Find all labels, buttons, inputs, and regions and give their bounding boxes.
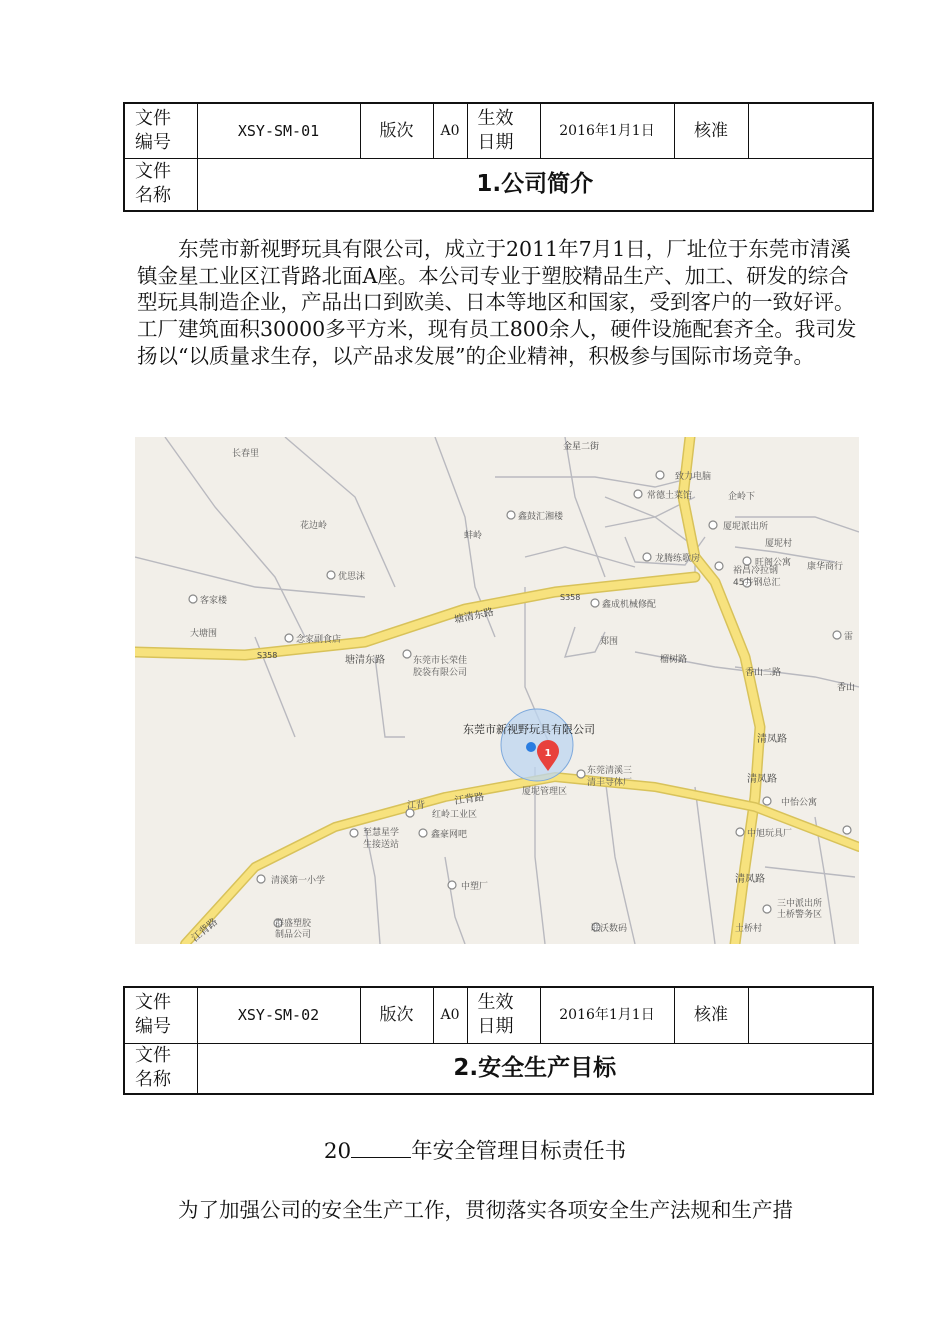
doc-title: 1.公司简介 (197, 158, 873, 211)
place-label: 制品公司 (275, 930, 312, 940)
approve-value (748, 103, 873, 158)
road-label: S358 (560, 593, 581, 602)
place-label: 常德土菜馆 (647, 491, 693, 501)
place-label: 致力电脑 (675, 472, 712, 482)
place-label: 鑫鼓汇湘楼 (518, 512, 564, 522)
place-label: 至慧星学 (363, 828, 400, 838)
approve-label: 核准 (674, 103, 748, 158)
road-label: 清凤路 (757, 734, 787, 745)
road-label: S358 (257, 651, 278, 660)
place-label: 土桥警务区 (777, 910, 823, 920)
place-label: 群盛塑胶 (275, 919, 312, 929)
road-label: 香山 (837, 683, 856, 693)
place-label: 鑫成机械修配 (602, 600, 657, 610)
place-label: 鑫豪网吧 (431, 830, 468, 840)
place-label: 生接送站 (363, 840, 400, 850)
approve-value (748, 987, 873, 1043)
file-no-label: 文件 编号 (124, 987, 197, 1043)
road-label: 塘清东路 (345, 655, 385, 666)
place-label: 客家楼 (200, 596, 228, 606)
version-value: A0 (433, 103, 467, 158)
road-label: 江背路 (189, 916, 220, 944)
place-label: 康华商行 (807, 562, 844, 572)
responsibility-paragraph: 为了加强公司的安全生产工作，贯彻落实各项安全生产法规和生产措 (178, 1198, 793, 1222)
place-label: 蚌岭 (464, 531, 483, 541)
place-label: 厦坭村 (765, 539, 793, 549)
doc-title: 2.安全生产目标 (197, 1043, 873, 1094)
year-blank (351, 1139, 411, 1158)
file-no-label: 文件 编号 (124, 103, 197, 158)
place-label: 郑围 (600, 637, 619, 647)
place-label: 东莞市长荣佳 (413, 656, 468, 666)
effective-date-value: 2016年1月1日 (540, 987, 674, 1043)
current-location-dot (526, 742, 536, 752)
place-label: 江背 (407, 801, 426, 811)
location-map[interactable] (135, 437, 859, 944)
place-label: 旺阁公寓 (755, 558, 792, 568)
place-label: 联沃数码 (591, 924, 628, 934)
doc-header-table-1 (123, 102, 874, 212)
map-pin-number: 1 (544, 748, 552, 759)
place-label: 大塘围 (190, 629, 218, 639)
place-label: 企岭下 (728, 492, 756, 502)
road-label: 江背路 (453, 791, 486, 807)
place-label: 红岭工业区 (432, 810, 478, 820)
place-label: 裕昌冷拉钢 (733, 566, 779, 576)
place-label: 雷 (844, 632, 854, 642)
place-label: 中塑厂 (461, 882, 489, 892)
file-no-value: XSY-SM-02 (197, 987, 360, 1043)
effective-date-label: 生效 日期 (467, 987, 540, 1043)
road-label: 金星二街 (563, 442, 600, 452)
place-label: 东莞清溪三 (587, 766, 633, 776)
place-label: 花边岭 (300, 521, 328, 531)
doc-header-table-2 (123, 986, 874, 1095)
year-prefix: 20 (323, 1139, 352, 1164)
place-label: 清丰导体厂 (587, 778, 633, 788)
road-label: 清凤路 (735, 874, 765, 885)
road-label: 清凤路 (747, 774, 777, 785)
effective-date-label: 生效 日期 (467, 103, 540, 158)
company-intro-paragraph: 东莞市新视野玩具有限公司，成立于2011年7月1日，厂址位于东莞市清溪镇金星工业区江背路北面A座。本公司专业于塑胶精品生产、加工、研发的综合型玩具制造企业，产品出口到欧美、日本等地区和国家，受到客户的一致好评。工厂建筑面积30000多平方米，现有员工800余人，硬件设施配套齐全。我司发扬以“以质量求生存，以产品求发展”的企业精神，积极参与国际市场竞争。 (137, 237, 857, 368)
version-label: 版次 (360, 987, 433, 1043)
accuracy-circle (501, 709, 573, 781)
file-name-label: 文件 名称 (124, 158, 197, 211)
version-value: A0 (433, 987, 467, 1043)
place-label: 中怡公寓 (781, 798, 818, 808)
place-label: 中旭玩具厂 (747, 829, 793, 839)
place-label: 龙腾练歌房 (655, 554, 701, 564)
place-label: 45井钢总汇 (733, 578, 781, 588)
road-label: 香山二路 (745, 668, 782, 678)
place-label: 长春里 (232, 449, 260, 459)
place-label: 清溪第一小学 (271, 876, 326, 886)
file-name-label: 文件 名称 (124, 1043, 197, 1094)
place-label: 厦坭派出所 (723, 522, 769, 532)
responsibility-heading (0, 1134, 950, 1165)
responsibility-title: 年安全管理目标责任书 (411, 1139, 627, 1164)
place-label: 念家副食店 (296, 635, 342, 645)
marker-label: 东莞市新视野玩具有限公司 (463, 723, 595, 736)
road-label: 塘清东路 (453, 606, 495, 626)
place-label: 胶袋有限公司 (413, 668, 468, 678)
approve-label: 核准 (674, 987, 748, 1043)
place-label: 厦坭管理区 (522, 787, 568, 797)
place-label: 土桥村 (735, 924, 763, 934)
place-label: 三中派出所 (777, 899, 823, 909)
file-no-value: XSY-SM-01 (197, 103, 360, 158)
road-label: 榴树路 (660, 655, 688, 665)
effective-date-value: 2016年1月1日 (540, 103, 674, 158)
version-label: 版次 (360, 103, 433, 158)
place-label: 优思沫 (338, 572, 366, 582)
